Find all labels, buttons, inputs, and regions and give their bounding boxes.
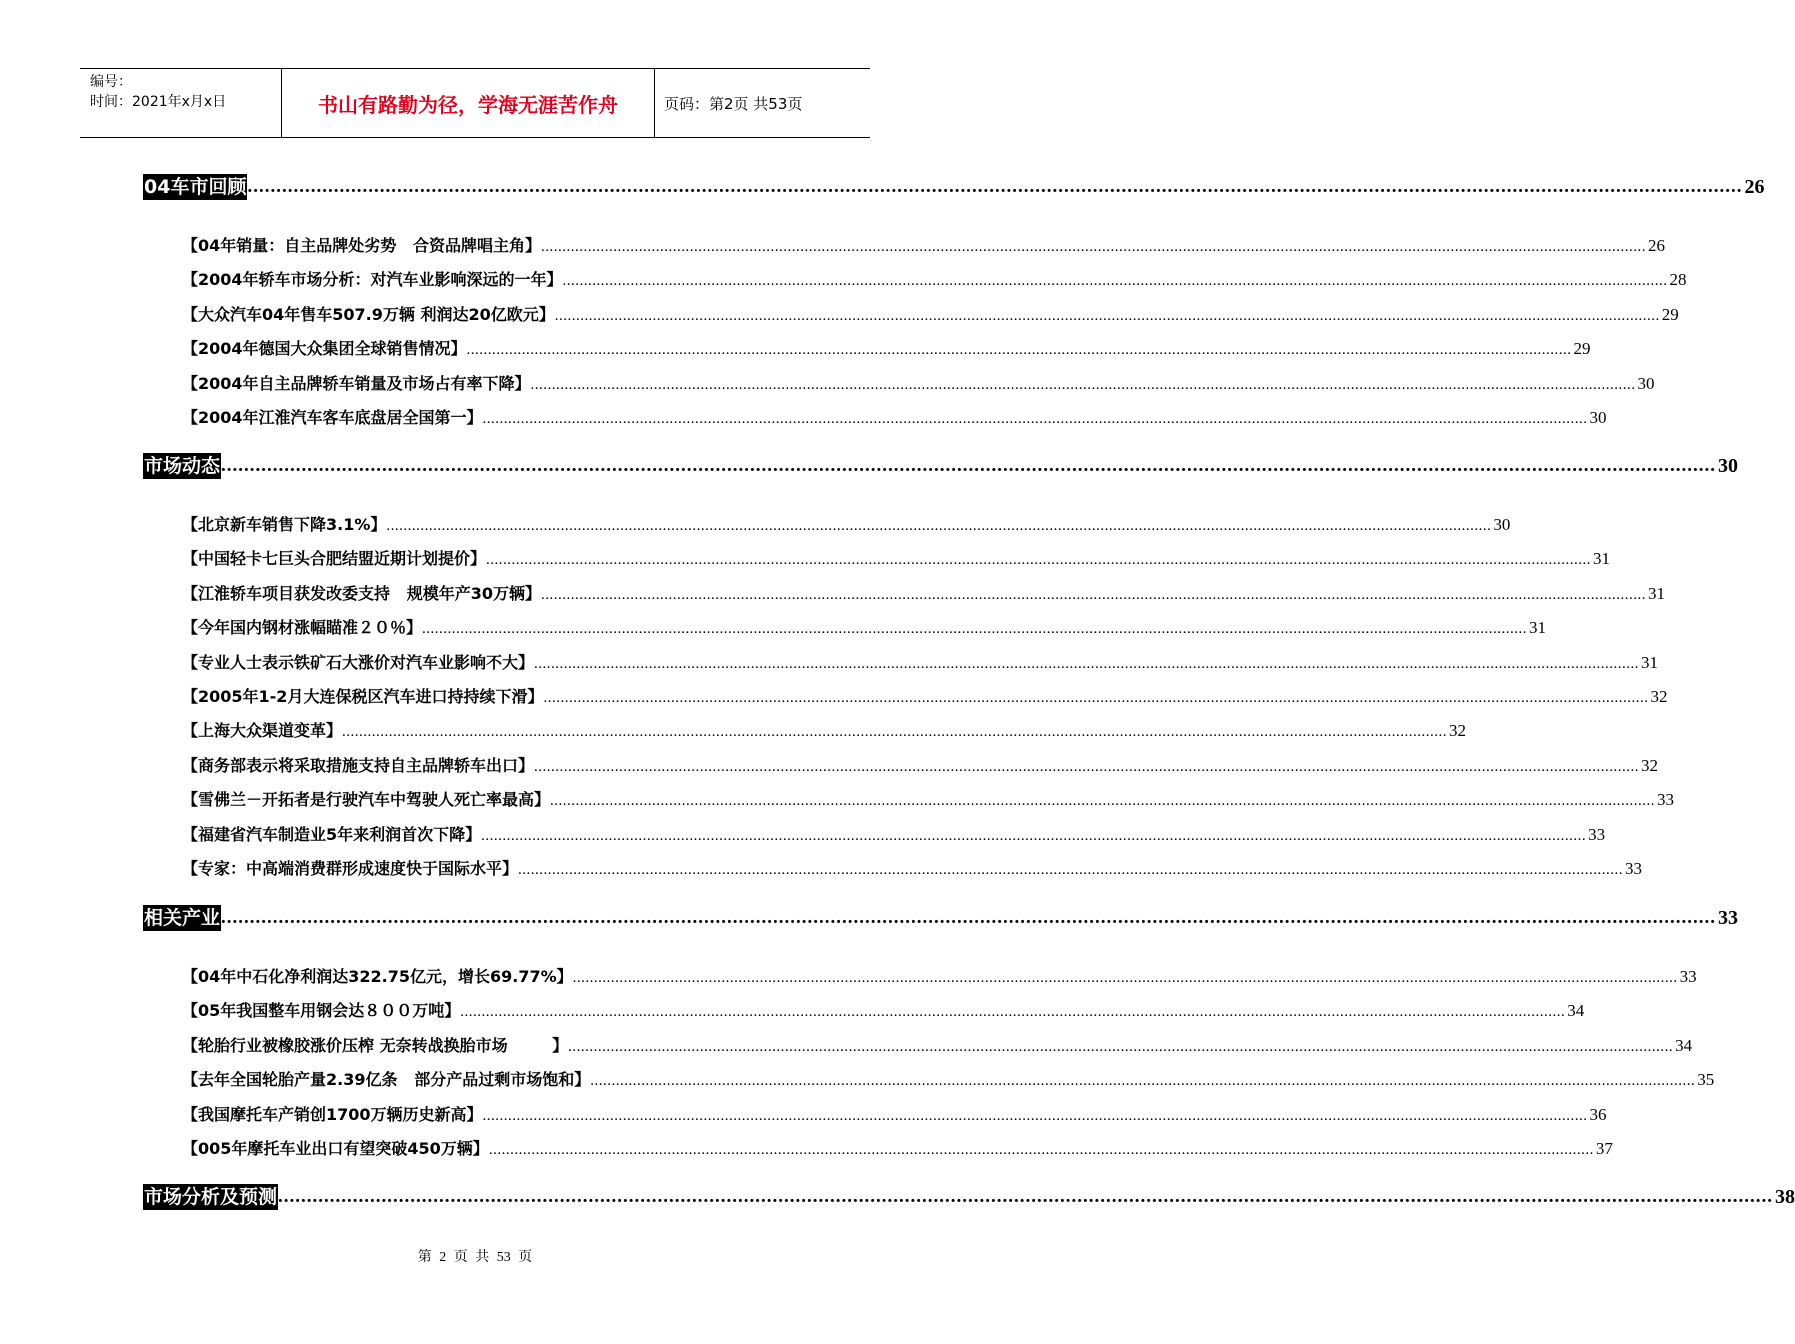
toc-entry[interactable]: [182, 301, 1679, 327]
toc-entry[interactable]: [182, 1066, 1715, 1092]
toc-entry-page-number: 36: [1589, 1104, 1607, 1124]
toc-leader-dots: ....................................................................................................................................................................................................................................................................: [568, 1038, 1674, 1055]
toc-entry-title: 【去年全国轮胎产量2.39亿条 部分产品过剩市场饱和】: [182, 1070, 591, 1090]
toc-section-page-number: 26: [1744, 176, 1765, 198]
header-meta-cell: [80, 69, 282, 137]
toc-entry-page-number: 30: [1493, 515, 1511, 534]
toc-leader-dots: ....................................................................................................................................................................................................................................................................: [486, 552, 1592, 569]
toc-entry-page-number: 34: [1675, 1035, 1693, 1055]
toc-leader-dots: ....................................................................................................................................................................................................................................................................: [278, 1186, 1774, 1207]
toc-entry-page-number: 32: [1641, 755, 1659, 775]
toc-entry[interactable]: [182, 370, 1655, 396]
toc-entry-title: 【专业人士表示铁矿石大涨价对汽车业影响不大】: [182, 652, 535, 672]
toc-section-heading[interactable]: [143, 901, 1739, 931]
toc-entry-title: 【2005年1-2月大连保税区汽车进口持持续下滑】: [182, 687, 544, 706]
toc-leader-dots: ....................................................................................................................................................................................................................................................................: [247, 176, 1743, 197]
toc-entry-page-number: 33: [1657, 790, 1675, 810]
toc-entry-title: 【江淮轿车项目获发改委支持 规模年产30万辆】: [182, 583, 541, 603]
toc-entry[interactable]: [182, 266, 1687, 292]
toc-entry[interactable]: [182, 335, 1591, 361]
toc-leader-dots: ....................................................................................................................................................................................................................................................................: [481, 827, 1587, 844]
toc-entry-title: 【005年摩托车业出口有望突破450万辆】: [182, 1139, 489, 1158]
toc-entry[interactable]: [182, 1101, 1607, 1127]
toc-entry[interactable]: [182, 232, 1665, 258]
toc-entry-page-number: 28: [1669, 270, 1687, 290]
toc-leader-dots: ....................................................................................................................................................................................................................................................................: [543, 690, 1649, 706]
toc-leader-dots: ....................................................................................................................................................................................................................................................................: [550, 793, 1656, 810]
toc-leader-dots: ....................................................................................................................................................................................................................................................................: [530, 376, 1636, 393]
toc-entry-page-number: 32: [1449, 721, 1467, 741]
header-page-info: 页码：第2页 共53页: [664, 94, 803, 113]
toc-leader-dots: ....................................................................................................................................................................................................................................................................: [422, 621, 1528, 638]
toc-section-page-number: 33: [1718, 907, 1739, 929]
page-footer: 第 2 页 共 53 页: [417, 1250, 533, 1265]
toc-entry-title: 【04年中石化净利润达322.75亿元，增长69.77%】: [182, 967, 573, 986]
toc-section-title: 相关产业: [144, 907, 221, 929]
toc-entry-title: 【雪佛兰－开拓者是行驶汽车中驾驶人死亡率最高】: [182, 790, 551, 810]
toc-entry[interactable]: [182, 404, 1607, 430]
toc-leader-dots: ....................................................................................................................................................................................................................................................................: [518, 862, 1624, 878]
document-number-label: 编号：: [90, 74, 132, 90]
toc-entry[interactable]: [182, 855, 1643, 881]
toc-entry[interactable]: [182, 963, 1697, 989]
toc-entry-page-number: 33: [1625, 859, 1643, 878]
toc-entry-page-number: 29: [1573, 339, 1591, 359]
toc-leader-dots: ....................................................................................................................................................................................................................................................................: [572, 970, 1678, 986]
toc-entry-title: 【大众汽车04年售车507.9万辆 利润达20亿欧元】: [182, 304, 555, 324]
toc-entry-page-number: 32: [1650, 687, 1668, 706]
toc-section-heading[interactable]: [143, 170, 1765, 200]
toc-entry[interactable]: [182, 997, 1585, 1023]
page-header: [80, 68, 870, 138]
toc-entry-page-number: 31: [1529, 618, 1547, 638]
toc-entry-page-number: 33: [1679, 967, 1697, 986]
toc-leader-dots: ....................................................................................................................................................................................................................................................................: [554, 307, 1660, 324]
toc-leader-dots: ....................................................................................................................................................................................................................................................................: [540, 586, 1646, 603]
toc-entry-page-number: 37: [1595, 1139, 1613, 1158]
toc-entry[interactable]: [182, 614, 1547, 640]
toc-leader-dots: ....................................................................................................................................................................................................................................................................: [482, 1107, 1588, 1124]
toc-leader-dots: ....................................................................................................................................................................................................................................................................: [534, 758, 1640, 775]
toc-entry-page-number: 30: [1637, 373, 1655, 393]
toc-entry-title: 【上海大众渠道变革】: [182, 721, 343, 741]
toc-leader-dots: ....................................................................................................................................................................................................................................................................: [562, 273, 1668, 290]
toc-entry-page-number: 31: [1593, 549, 1611, 569]
toc-leader-dots: ....................................................................................................................................................................................................................................................................: [466, 342, 1572, 359]
toc-entry-title: 【我国摩托车产销创1700万辆历史新高】: [182, 1104, 483, 1124]
toc-leader-dots: ....................................................................................................................................................................................................................................................................: [540, 239, 1646, 255]
toc-leader-dots: ....................................................................................................................................................................................................................................................................: [221, 907, 1717, 928]
toc-entry-page-number: 31: [1647, 583, 1665, 603]
toc-entry-page-number: 33: [1588, 824, 1606, 844]
toc-entry-page-number: 26: [1647, 236, 1665, 255]
toc-entry-title: 【05年我国整车用钢会达８００万吨】: [182, 1001, 461, 1021]
toc-entry-page-number: 35: [1697, 1070, 1715, 1090]
toc-entry-title: 【福建省汽车制造业5年来利润首次下降】: [182, 824, 482, 844]
toc-entry-title: 【商务部表示将采取措施支持自主品牌轿车出口】: [182, 755, 535, 775]
toc-leader-dots: ....................................................................................................................................................................................................................................................................: [221, 455, 1717, 476]
toc-entry[interactable]: [182, 683, 1668, 709]
document-time-label: 时间：2021年x月x日: [90, 94, 227, 110]
toc-leader-dots: ....................................................................................................................................................................................................................................................................: [590, 1073, 1696, 1090]
toc-leader-dots: ....................................................................................................................................................................................................................................................................: [482, 411, 1588, 427]
toc-section-title: 04车市回顾: [144, 176, 247, 198]
toc-entry-title: 【2004年德国大众集团全球销售情况】: [182, 339, 467, 359]
toc-entry-title: 【中国轻卡七巨头合肥结盟近期计划提价】: [182, 549, 487, 569]
toc-section-title: 市场动态: [144, 455, 221, 477]
toc-entry-page-number: 34: [1567, 1001, 1585, 1021]
toc-leader-dots: ....................................................................................................................................................................................................................................................................: [342, 724, 1448, 741]
toc-entry-title: 【2004年江淮汽车客车底盘居全国第一】: [182, 408, 483, 427]
toc-section-page-number: 38: [1775, 1186, 1795, 1208]
toc-entry[interactable]: [182, 545, 1611, 571]
toc-entry[interactable]: [182, 511, 1511, 537]
toc-entry[interactable]: [182, 1135, 1613, 1161]
toc-entry-page-number: 31: [1641, 652, 1659, 672]
toc-entry[interactable]: [182, 752, 1659, 778]
toc-leader-dots: ....................................................................................................................................................................................................................................................................: [386, 518, 1492, 534]
toc-section-heading[interactable]: [143, 1180, 1795, 1210]
toc-leader-dots: ....................................................................................................................................................................................................................................................................: [488, 1142, 1594, 1158]
toc-entry-title: 【专家：中高端消费群形成速度快于国际水平】: [182, 859, 519, 878]
header-motto: 书山有路勤为径，学海无涯苦作舟: [282, 69, 655, 137]
toc-entry[interactable]: [182, 649, 1659, 675]
toc-entry[interactable]: [182, 1032, 1693, 1058]
toc-entry-title: 【北京新车销售下降3.1%】: [182, 515, 387, 534]
toc-leader-dots: ....................................................................................................................................................................................................................................................................: [534, 655, 1640, 672]
toc-entry-title: 【轮胎行业被橡胶涨价压榨 无奈转战换胎市场 】: [182, 1035, 569, 1055]
toc-entry[interactable]: [182, 821, 1606, 847]
toc-entry-title: 【04年销量：自主品牌处劣势 合资品牌唱主角】: [182, 236, 541, 255]
toc-entry-page-number: 30: [1589, 408, 1607, 427]
toc-section-page-number: 30: [1718, 455, 1739, 477]
toc-entry[interactable]: [182, 717, 1467, 743]
toc-leader-dots: ....................................................................................................................................................................................................................................................................: [460, 1004, 1566, 1021]
toc-entry-page-number: 29: [1661, 304, 1679, 324]
toc-entry[interactable]: [182, 786, 1675, 812]
toc-section-heading[interactable]: [143, 449, 1739, 479]
toc-section-title: 市场分析及预测: [144, 1186, 278, 1208]
toc-entry-title: 【今年国内钢材涨幅瞄准２０％】: [182, 618, 423, 638]
toc-entry[interactable]: [182, 580, 1665, 606]
toc-entry-title: 【2004年轿车市场分析：对汽车业影响深远的一年】: [182, 270, 563, 290]
toc-entry-title: 【2004年自主品牌轿车销量及市场占有率下降】: [182, 373, 531, 393]
